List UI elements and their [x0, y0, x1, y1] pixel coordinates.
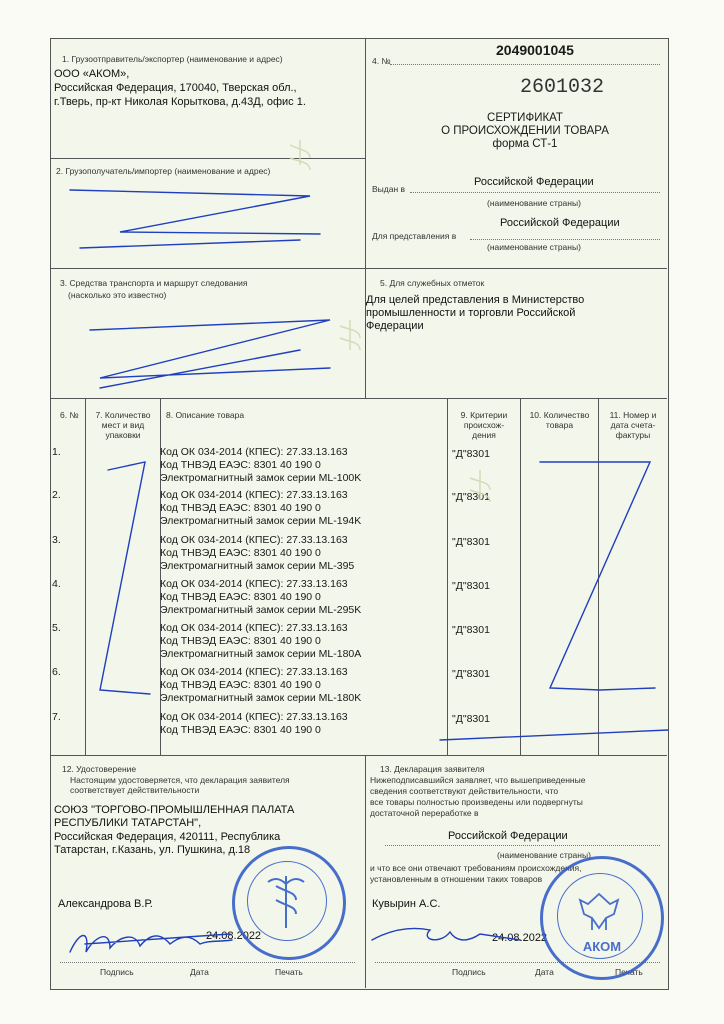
cert-title-2: О ПРОИСХОЖДЕНИИ ТОВАРА: [441, 125, 609, 137]
country-hint-2: (наименование страны): [487, 242, 581, 252]
chamber-name-2: РЕСПУБЛИКИ ТАТАРСТАН",: [54, 817, 202, 829]
service-note-1: Для целей представления в Министерство: [366, 294, 585, 306]
box13-text-4: достаточной переработке в: [370, 808, 479, 818]
declaration-country: Российской Федерации: [448, 830, 568, 842]
row-number: 3.: [52, 534, 61, 546]
row-code-okpd: Код ОК 034-2014 (КПЕС): 27.33.13.163: [160, 534, 348, 546]
row-code-okpd: Код ОК 034-2014 (КПЕС): 27.33.13.163: [160, 489, 348, 501]
chamber-seal: [232, 846, 346, 960]
signature-declarant: [372, 928, 520, 940]
service-note-2: промышленности и торговли Российской: [366, 307, 576, 319]
chamber-signer: Александрова В.Р.: [58, 898, 153, 910]
strike-z-box3: [90, 320, 330, 388]
signature-chamber: [70, 934, 232, 952]
watermark-1: [290, 140, 310, 170]
row-code-tnved: Код ТНВЭД ЕАЭС: 8301 40 190 0: [160, 459, 321, 471]
row-criterion: "Д"8301: [452, 448, 490, 460]
box12-text-2: соответствует действительности: [70, 785, 200, 795]
col-header-quantity-1: 10. Количество: [529, 410, 590, 420]
chamber-address-1: Российская Федерация, 420111, Республика: [54, 831, 281, 843]
exporter-address-2: г.Тверь, пр-кт Николая Корыткова, д.43Д, офис 1.: [54, 96, 306, 108]
row-number: 7.: [52, 711, 61, 723]
row-description: Электромагнитный замок серии ML-295K: [160, 604, 362, 616]
certificate-number: 2049001045: [496, 42, 574, 58]
row-number: 5.: [52, 622, 61, 634]
exporter-address-1: Российская Федерация, 170040, Тверская обл.,: [54, 82, 297, 94]
row-number: 6.: [52, 666, 61, 678]
col-header-description: 8. Описание товара: [166, 410, 245, 420]
col-header-packages-2: мест и вид: [101, 420, 145, 430]
box13-text-5: и что все они отвечают требованиям происхождения,: [370, 863, 582, 873]
row-code-okpd: Код ОК 034-2014 (КПЕС): 27.33.13.163: [160, 711, 348, 723]
row-number: 2.: [52, 489, 61, 501]
row-code-okpd: Код ОК 034-2014 (КПЕС): 27.33.13.163: [160, 446, 348, 458]
box12-label: 12. Удостоверение: [62, 764, 137, 774]
row-criterion: "Д"8301: [452, 536, 490, 548]
chamber-name-1: СОЮЗ "ТОРГОВО-ПРОМЫШЛЕННАЯ ПАЛАТА: [54, 804, 295, 816]
box3-label-1: 3. Средства транспорта и маршрут следования: [60, 278, 248, 288]
row-code-tnved: Код ТНВЭД ЕАЭС: 8301 40 190 0: [160, 547, 321, 559]
row-description: Электромагнитный замок серии ML-395: [160, 560, 355, 572]
box13-text-6: установленным в отношении таких товаров: [370, 874, 543, 884]
strike-z-box2: [70, 190, 320, 248]
box2-label: 2. Грузополучатель/импортер (наименование и адрес): [56, 166, 271, 176]
row-description: Электромагнитный замок серии ML-100K: [160, 472, 362, 484]
row-code-tnved: Код ТНВЭД ЕАЭС: 8301 40 190 0: [160, 635, 321, 647]
declarant-date: 24.08.2022: [492, 932, 548, 944]
row-code-okpd: Код ОК 034-2014 (КПЕС): 27.33.13.163: [160, 622, 348, 634]
row-number: 1.: [52, 446, 61, 458]
strike-z-col7: [100, 462, 150, 694]
box5-label: 5. Для служебных отметок: [380, 278, 485, 288]
box13-country-hint: (наименование страны): [497, 850, 591, 860]
declarant-signer: Кувырин А.С.: [372, 898, 441, 910]
row-description: Электромагнитный замок серии ML-194K: [160, 515, 362, 527]
col-header-invoice-2: дата счета-: [610, 420, 656, 430]
box3-label-2: (насколько это известно): [68, 290, 167, 300]
row-code-tnved: Код ТНВЭД ЕАЭС: 8301 40 190 0: [160, 724, 321, 736]
box4-label: 4. №: [372, 56, 391, 66]
row-code-okpd: Код ОК 034-2014 (КПЕС): 27.33.13.163: [160, 666, 348, 678]
watermark-2: [470, 470, 490, 502]
row-code-tnved: Код ТНВЭД ЕАЭС: 8301 40 190 0: [160, 591, 321, 603]
col-header-criteria-3: дения: [472, 430, 496, 440]
col-header-packages-3: упаковки: [105, 430, 141, 440]
col-header-criteria-2: происхож-: [463, 420, 505, 430]
box12-text-1: Настоящим удостоверяется, что декларация заявителя: [70, 775, 290, 785]
row-code-okpd: Код ОК 034-2014 (КПЕС): 27.33.13.163: [160, 578, 348, 590]
issued-country: Российской Федерации: [474, 176, 594, 188]
row-number: 4.: [52, 578, 61, 590]
box13-label: 13. Декларация заявителя: [380, 764, 485, 774]
row-description: Электромагнитный замок серии ML-180K: [160, 692, 362, 704]
chamber-address-2: Татарстан, г.Казань, ул. Пушкина, д.18: [54, 844, 251, 856]
row-criterion: "Д"8301: [452, 580, 490, 592]
service-note-3: Федерации: [366, 320, 424, 332]
col-header-invoice-3: фактуры: [615, 430, 651, 440]
col-header-criteria-1: 9. Критерии: [460, 410, 508, 420]
chamber-date: 24.08.2022: [206, 930, 262, 942]
issued-label: Выдан в: [372, 184, 406, 194]
sig-label-12: Подпись: [100, 967, 134, 977]
seal-label-12: Печать: [275, 967, 303, 977]
present-country: Российской Федерации: [500, 217, 620, 229]
sig-label-13: Подпись: [452, 967, 486, 977]
row-criterion: "Д"8301: [452, 668, 490, 680]
form-number: 2601032: [520, 76, 605, 99]
row-criterion: "Д"8301: [452, 624, 490, 636]
row-code-tnved: Код ТНВЭД ЕАЭС: 8301 40 190 0: [160, 679, 321, 691]
date-label-13: Дата: [535, 967, 554, 977]
row-code-tnved: Код ТНВЭД ЕАЭС: 8301 40 190 0: [160, 502, 321, 514]
company-seal: [540, 856, 664, 980]
col-header-packages-1: 7. Количество: [95, 410, 151, 420]
cert-title-1: СЕРТИФИКАТ: [487, 112, 563, 124]
country-hint-1: (наименование страны): [487, 198, 581, 208]
strike-z-col10-11: [540, 462, 655, 690]
exporter-name: ООО «АКОМ»,: [54, 68, 130, 80]
box1-label: 1. Грузоотправитель/экспортер (наименование и адрес): [62, 54, 283, 64]
company-seal-text: АКОМ: [582, 939, 622, 954]
present-label: Для представления в: [372, 231, 457, 241]
date-label-12: Дата: [190, 967, 209, 977]
row-criterion: "Д"8301: [452, 491, 490, 503]
box13-text-1: Нижеподписавшийся заявляет, что вышеприведенные: [370, 775, 586, 785]
col-header-invoice-1: 11. Номер и: [609, 410, 657, 420]
cert-title-3: форма СТ-1: [492, 138, 558, 150]
box13-text-3: все товары полностью произведены или подвергнуты: [370, 797, 583, 807]
box13-text-2: сведения соответствуют действительности, что: [370, 786, 559, 796]
row-criterion: "Д"8301: [452, 713, 490, 725]
watermark-3: [340, 320, 360, 350]
col-header-number: 6. №: [60, 410, 79, 420]
seal-label-13: Печать: [615, 967, 643, 977]
row-description: Электромагнитный замок серии ML-180A: [160, 648, 362, 660]
col-header-quantity-2: товара: [545, 420, 574, 430]
strike-line-bottom: [440, 730, 668, 740]
